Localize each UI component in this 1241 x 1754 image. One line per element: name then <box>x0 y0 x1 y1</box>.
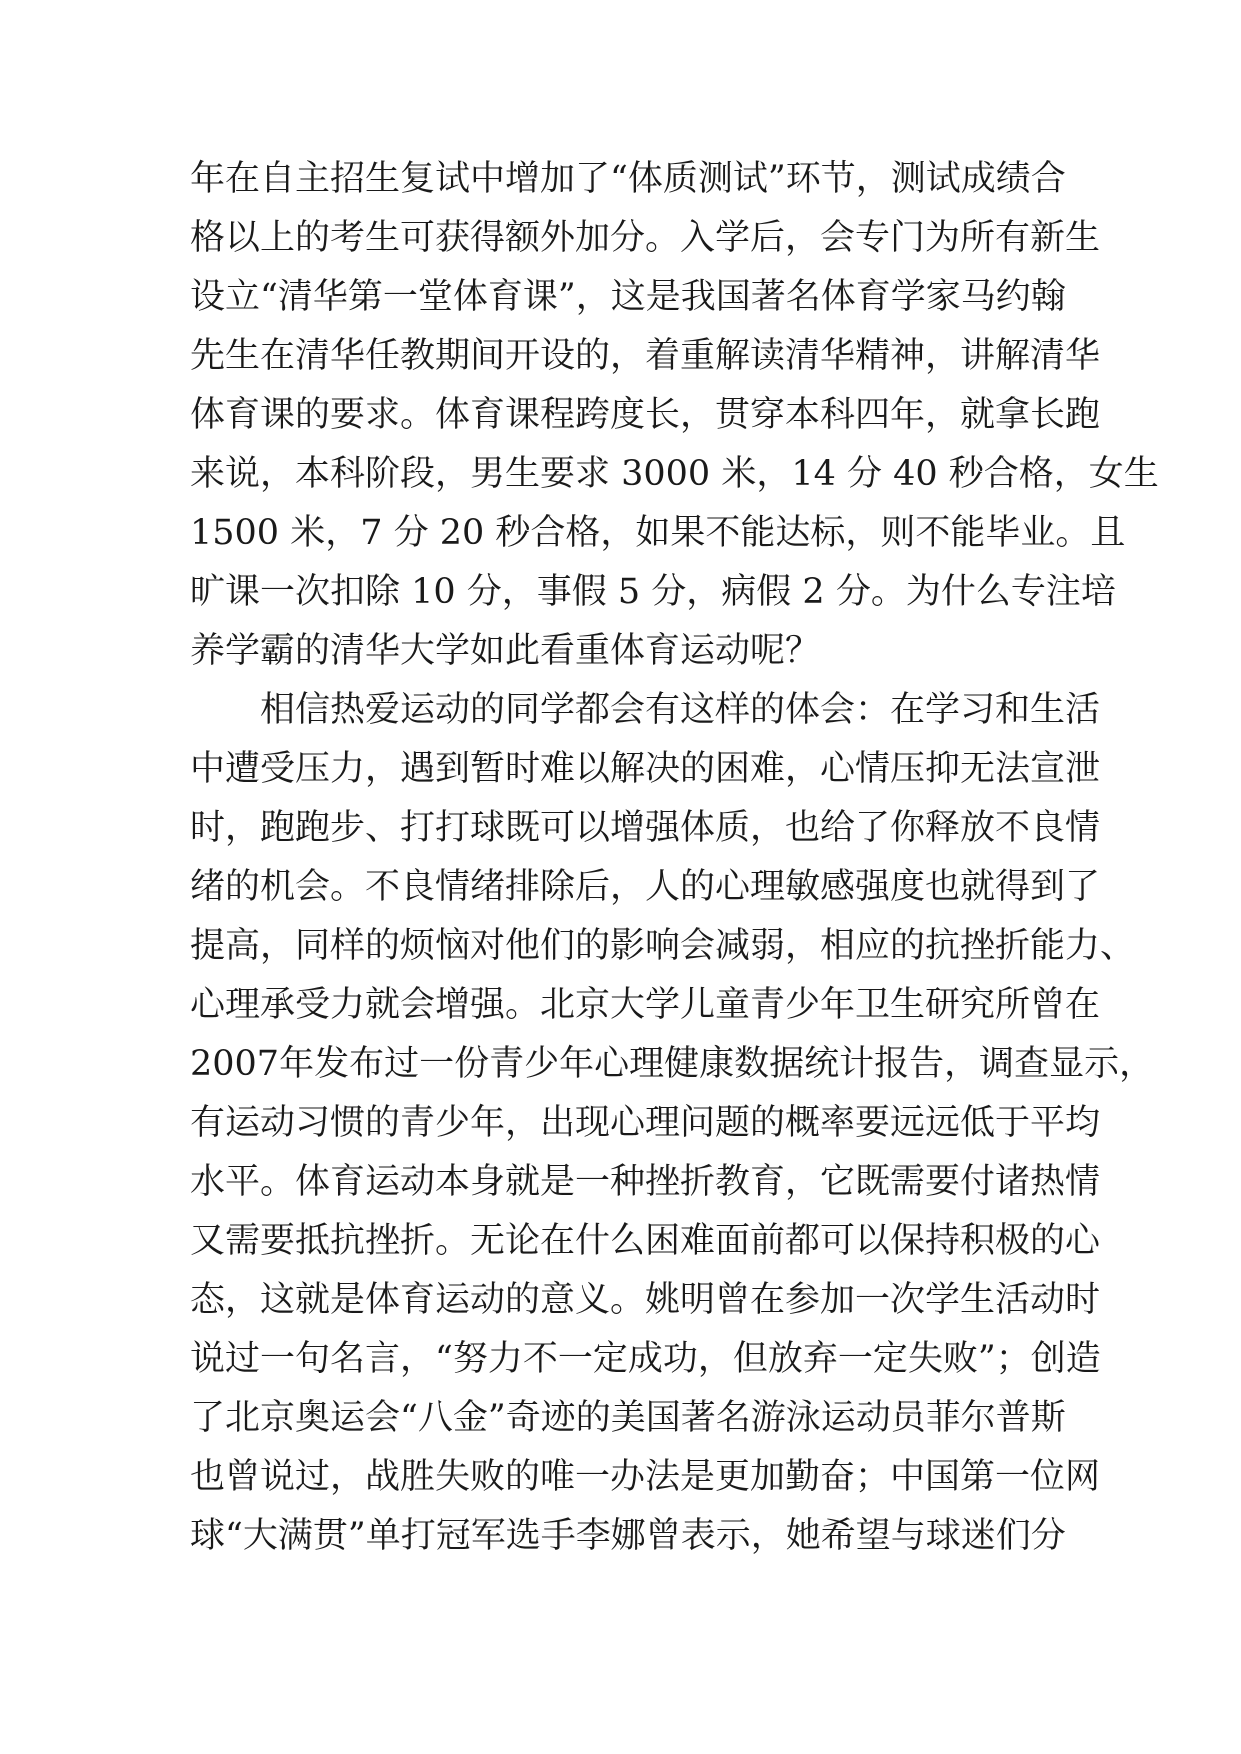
text-line: 先生在清华任教期间开设的，着重解读清华精神，讲解清华 <box>190 336 1101 376</box>
text-line: 旷课一次扣除 10 分，事假 5 分，病假 2 分。为什么专注培 <box>190 572 1116 612</box>
text-line: 1500 米，7 分 20 秒合格，如果不能达标，则不能毕业。且 <box>190 513 1126 553</box>
text-line: 相信热爱运动的同学都会有这样的体会：在学习和生活 <box>190 690 1101 730</box>
text-line: 水平。体育运动本身就是一种挫折教育，它既需要付诸热情 <box>190 1162 1101 1202</box>
text-line: 养学霸的清华大学如此看重体育运动呢？ <box>190 631 821 671</box>
text-line: 年在自主招生复试中增加了“体质测试”环节，测试成绩合 <box>190 159 1066 199</box>
text-line: 体育课的要求。体育课程跨度长，贯穿本科四年，就拿长跑 <box>190 395 1101 435</box>
text-line: 格以上的考生可获得额外加分。入学后，会专门为所有新生 <box>190 218 1101 258</box>
text-line: 时，跑跑步、打打球既可以增强体质，也给了你释放不良情 <box>190 808 1101 848</box>
text-line: 说过一句名言，“努力不一定成功，但放弃一定失败”；创造 <box>190 1339 1101 1379</box>
text-line: 设立“清华第一堂体育课”，这是我国著名体育学家马约翰 <box>190 277 1066 317</box>
text-line: 心理承受力就会增强。北京大学儿童青少年卫生研究所曾在 <box>190 985 1101 1025</box>
text-line: 来说，本科阶段，男生要求 3000 米，14 分 40 秒合格，女生 <box>190 454 1159 494</box>
text-line: 提高，同样的烦恼对他们的影响会减弱，相应的抗挫折能力、 <box>190 926 1136 966</box>
text-line: 又需要抵抗挫折。无论在什么困难面前都可以保持积极的心 <box>190 1221 1101 1261</box>
text-line: 态，这就是体育运动的意义。姚明曾在参加一次学生活动时 <box>190 1280 1101 1320</box>
text-line: 绪的机会。不良情绪排除后，人的心理敏感强度也就得到了 <box>190 867 1101 907</box>
text-line: 中遭受压力，遇到暂时难以解决的困难，心情压抑无法宣泄 <box>190 749 1101 789</box>
body-text <box>190 150 1159 1566</box>
text-line: 球“大满贯”单打冠军选手李娜曾表示，她希望与球迷们分 <box>190 1516 1066 1556</box>
text-line: 了北京奥运会“八金”奇迹的美国著名游泳运动员菲尔普斯 <box>190 1398 1066 1438</box>
text-line: 2007年发布过一份青少年心理健康数据统计报告，调查显示， <box>190 1044 1155 1084</box>
text-line: 也曾说过，战胜失败的唯一办法是更加勤奋；中国第一位网 <box>190 1457 1101 1497</box>
text-line: 有运动习惯的青少年，出现心理问题的概率要远远低于平均 <box>190 1103 1101 1143</box>
